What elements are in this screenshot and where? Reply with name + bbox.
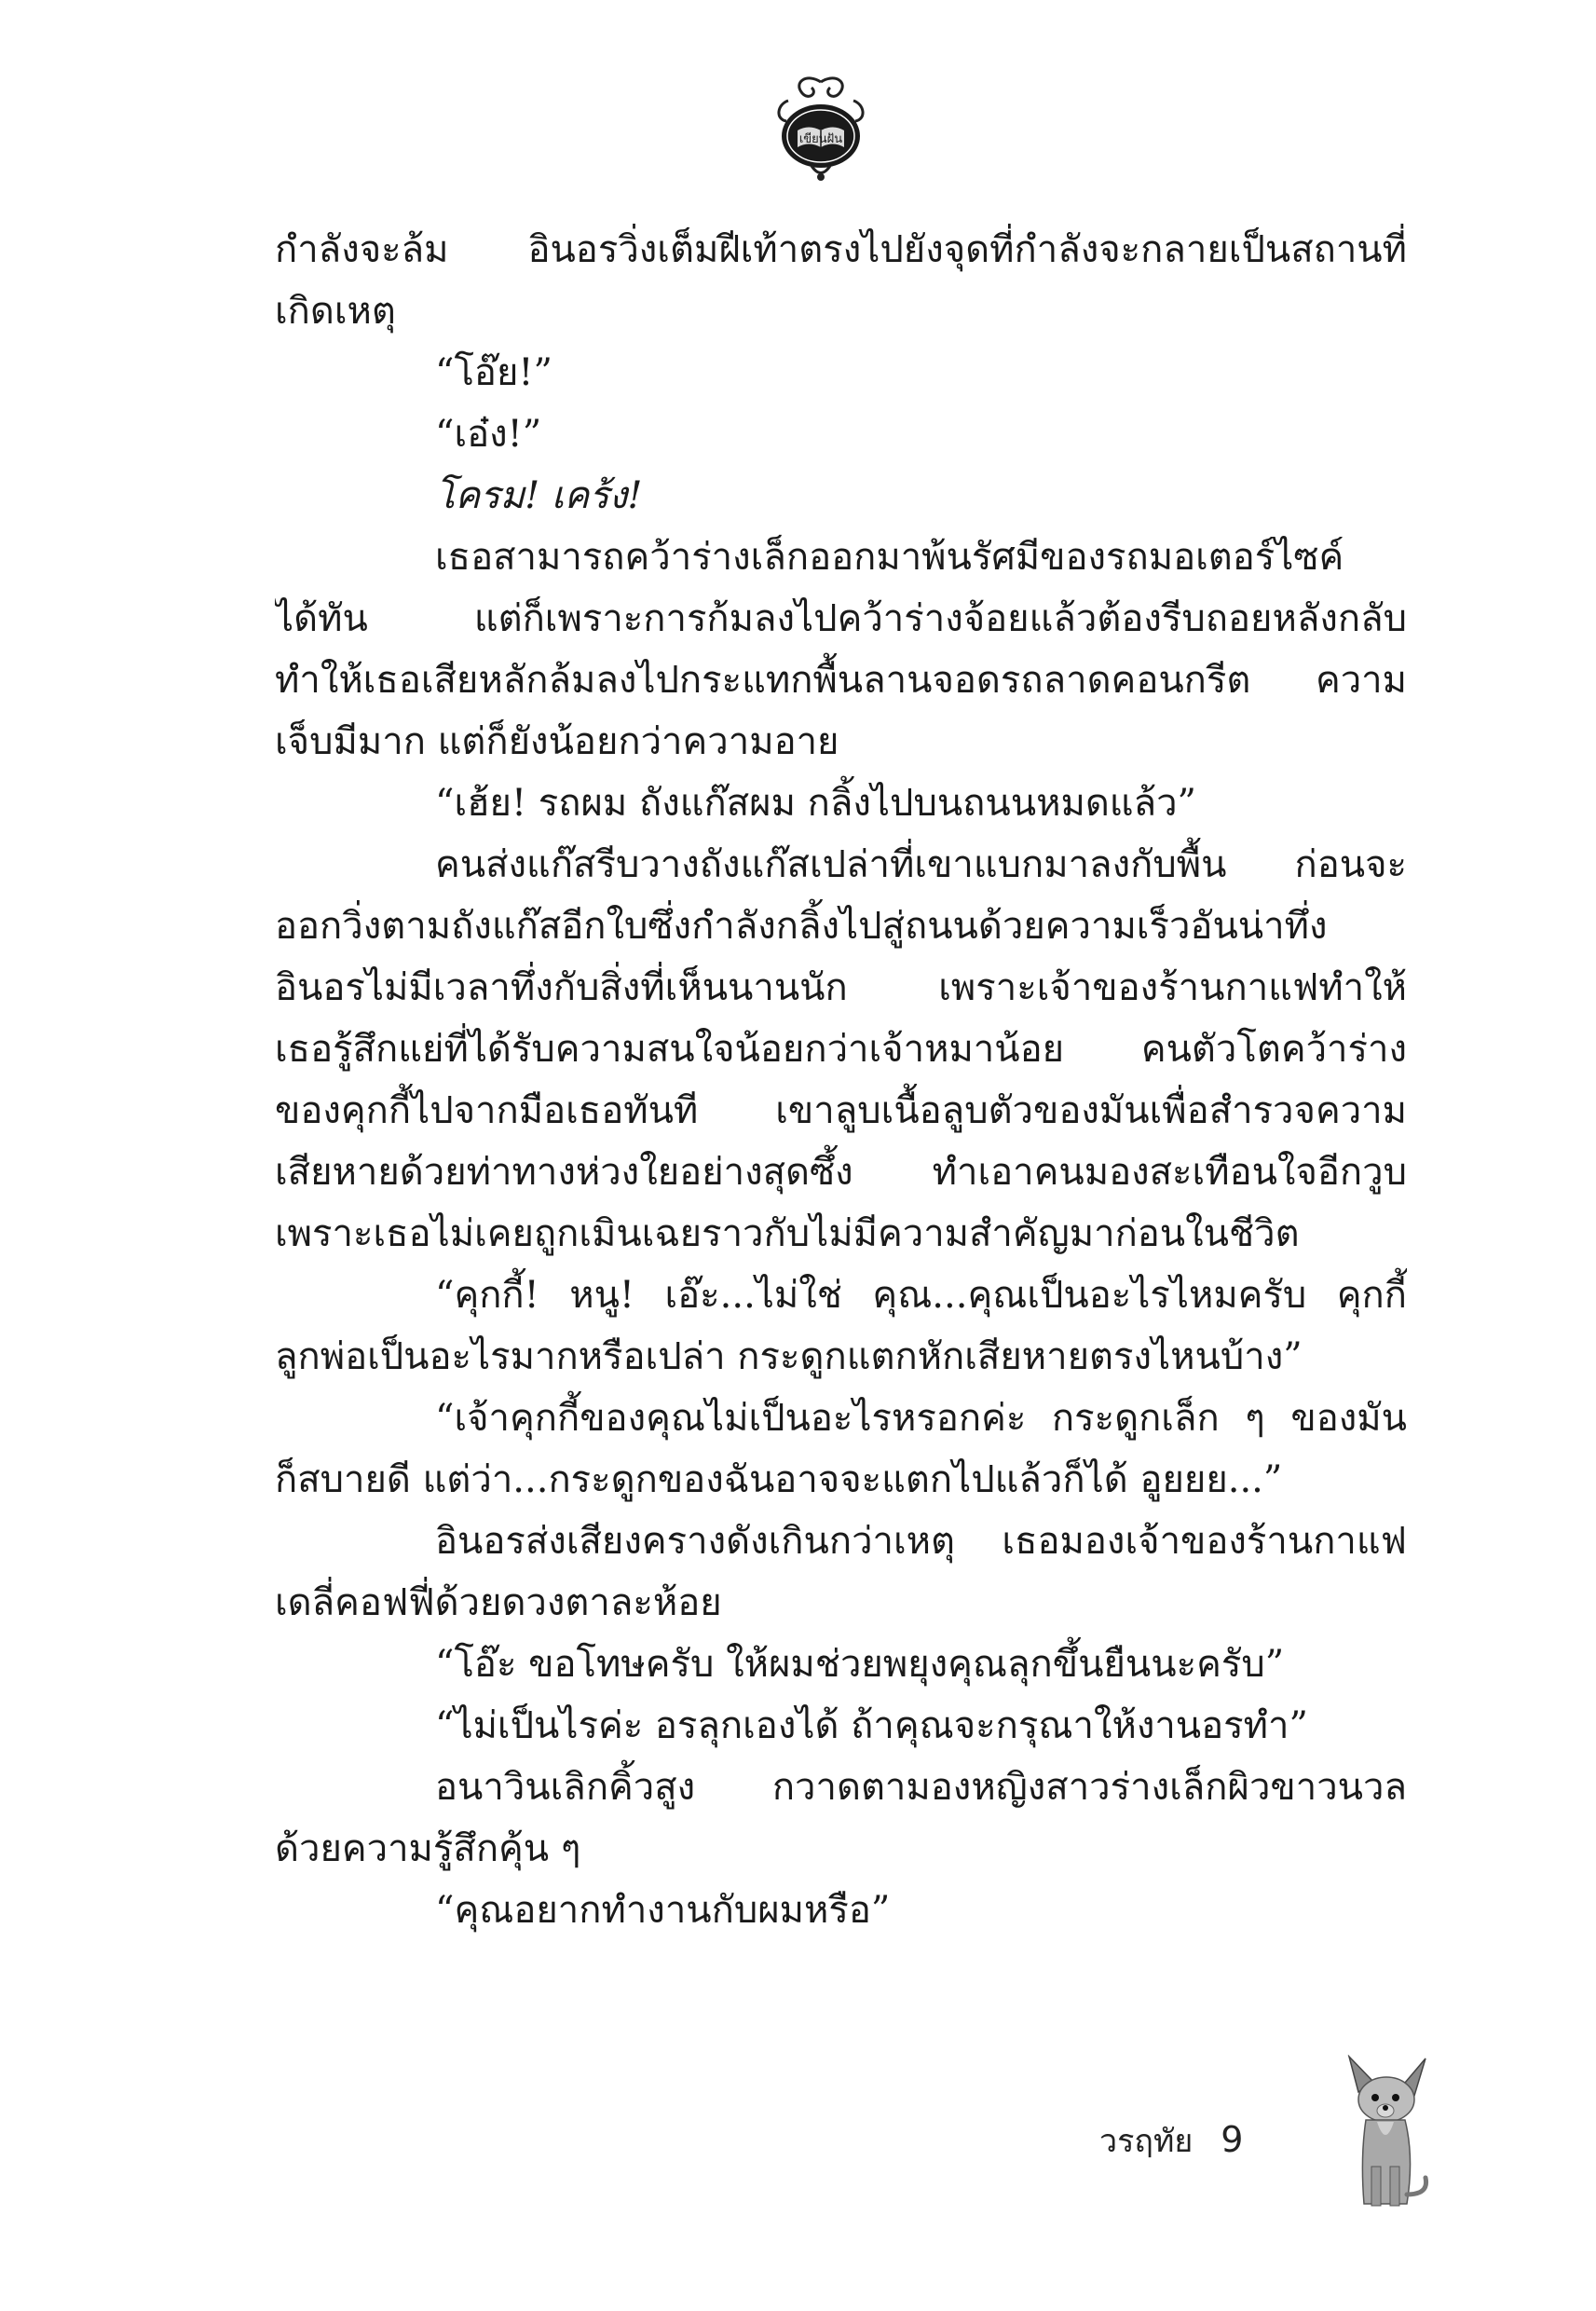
text-line: “โอ๊ย!” xyxy=(435,351,552,394)
text-line: ก็สบายดี แต่ว่า...กระดูกของฉันอาจจะแตกไปแล้วก็ได้ อูยยย...” xyxy=(275,1458,1283,1501)
ornamental-book-crest-icon xyxy=(770,73,872,185)
text-line: เธอรู้สึกแย่ที่ได้รับความสนใจน้อยกว่าเจ้าหมาน้อย คนตัวโตคว้าร่าง xyxy=(275,1028,1407,1071)
text-line: เสียหายด้วยท่าทางห่วงใยอย่างสุดซึ้ง ทำเอาคนมองสะเทือนใจอีกวูบ xyxy=(275,1151,1407,1194)
text-line: ลูกพ่อเป็นอะไรมากหรือเปล่า กระดูกแตกหักเสียหายตรงไหนบ้าง” xyxy=(275,1335,1303,1378)
text-line: เพราะเธอไม่เคยถูกเมินเฉยราวกับไม่มีความสำคัญมาก่อนในชีวิต xyxy=(275,1212,1300,1255)
text-line: คนส่งแก๊สรีบวางถังแก๊สเปล่าที่เขาแบกมาลงกับพื้น ก่อนจะ xyxy=(435,843,1407,886)
text-line: อินอรส่งเสียงครางดังเกินกว่าเหตุ เธอมองเจ้าของร้านกาแฟ xyxy=(435,1520,1407,1563)
text-line: เกิดเหตุ xyxy=(275,290,396,333)
text-line: เดลี่คอฟฟี่ด้วยดวงตาละห้อย xyxy=(275,1581,722,1624)
text-line: อนาวินเลิกคิ้วสูง กวาดตามองหญิงสาวร่างเล็กผิวขาวนวล xyxy=(435,1766,1407,1809)
text-line: “เจ้าคุกกี้ของคุณไม่เป็นอะไรหรอกค่ะ กระดูกเล็ก ๆ ของมัน xyxy=(435,1397,1407,1440)
text-line: “เอ๋ง!” xyxy=(435,413,542,456)
text-line: อินอรไม่มีเวลาทึ่งกับสิ่งที่เห็นนานนัก เพราะเจ้าของร้านกาแฟทำให้ xyxy=(275,966,1407,1009)
page-number: 9 xyxy=(1221,2119,1244,2160)
page-footer xyxy=(1099,2115,1243,2166)
text-line: ด้วยความรู้สึกคุ้น ๆ xyxy=(275,1827,581,1870)
page-body xyxy=(275,219,1407,1941)
text-line: “โอ๊ะ ขอโทษครับ ให้ผมช่วยพยุงคุณลุกขึ้นยืนนะครับ” xyxy=(435,1643,1285,1686)
text-line: เธอสามารถคว้าร่างเล็กออกมาพ้นรัศมีของรถมอเตอร์ไซค์ xyxy=(435,536,1344,579)
chihuahua-illustration-icon xyxy=(1332,2055,1435,2213)
text-line: “คุกกี้! หนู! เอ๊ะ...ไม่ใช่ คุณ...คุณเป็นอะไรไหมครับ คุกกี้ xyxy=(435,1274,1407,1317)
text-line: “เฮ้ย! รถผม ถังแก๊สผม กลิ้งไปบนถนนหมดแล้ว” xyxy=(435,782,1196,825)
logo-text: เขียนฝัน xyxy=(798,132,843,146)
text-line: เจ็บมีมาก แต่ก็ยังน้อยกว่าความอาย xyxy=(275,720,839,763)
text-line: ออกวิ่งตามถังแก๊สอีกใบซึ่งกำลังกลิ้งไปสู่ถนนด้วยความเร็วอันน่าทึ่ง xyxy=(275,905,1328,948)
text-line: “คุณอยากทำงานกับผมหรือ” xyxy=(435,1889,891,1932)
text-line: ทำให้เธอเสียหลักล้มลงไปกระแทกพื้นลานจอดรถลาดคอนกรีต ความ xyxy=(275,659,1407,702)
text-line: “ไม่เป็นไรค่ะ อรลุกเองได้ ถ้าคุณจะกรุณาให้งานอรทำ” xyxy=(435,1704,1308,1747)
text-line: ของคุกกี้ไปจากมือเธอทันที เขาลูบเนื้อลูบตัวของมันเพื่อสำรวจความ xyxy=(275,1089,1407,1132)
text-line: โครม! เคร้ง! xyxy=(435,474,643,517)
text-line: ได้ทัน แต่ก็เพราะการก้มลงไปคว้าร่างจ้อยแล้วต้องรีบถอยหลังกลับ xyxy=(275,597,1407,640)
running-title: วรฤทัย xyxy=(1099,2123,1194,2160)
text-line: กำลังจะล้ม อินอรวิ่งเต็มฝีเท้าตรงไปยังจุดที่กำลังจะกลายเป็นสถานที่ xyxy=(275,228,1407,271)
